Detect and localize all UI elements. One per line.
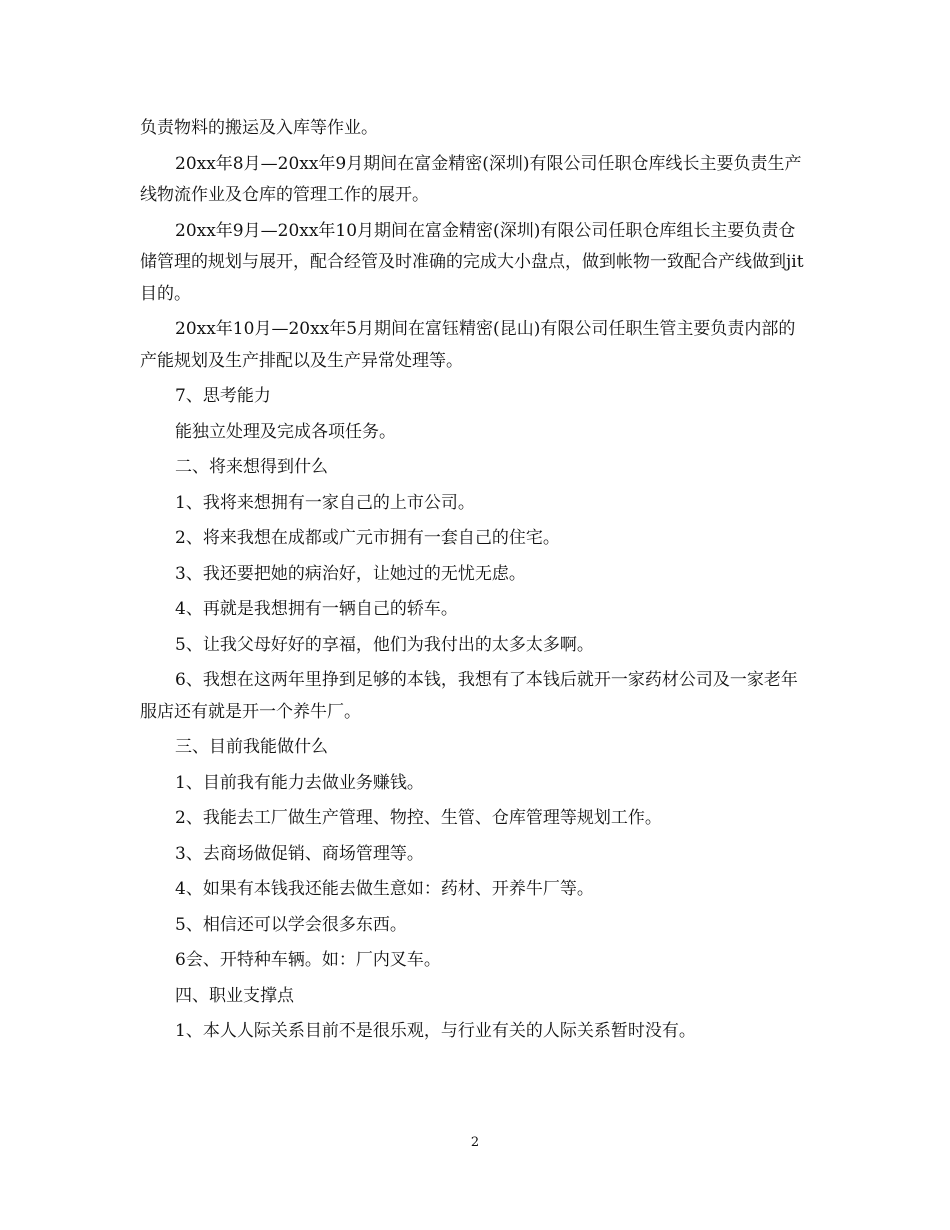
page-number: 2 [470, 1135, 480, 1150]
list-item: 5、相信还可以学会很多东西。 [175, 914, 407, 935]
list-item: 1、我将来想拥有一家自己的上市公司。 [175, 492, 475, 513]
list-item: 1、目前我有能力去做业务赚钱。 [175, 772, 424, 793]
section-heading: 二、将来想得到什么 [175, 457, 328, 477]
list-item: 6会、开特种车辆。如：厂内叉车。 [175, 950, 441, 970]
list-item: 4、如果有本钱我还能去做生意如：药材、开养牛厂等。 [175, 879, 594, 899]
list-item: 2、我能去工厂做生产管理、物控、生管、仓库管理等规划工作。 [175, 808, 662, 828]
list-item: 3、我还要把她的病治好，让她过的无忧无虑。 [175, 563, 526, 584]
paragraph: 20xx年8月—20xx年9月期间在富金精密(深圳)有限公司任职仓库线长主要负责生产线物流作业及仓库的管理工作的展开。 [140, 153, 802, 205]
paragraph: 20xx年9月—20xx年10月期间在富金精密(深圳)有限公司任职仓库组长主要负责仓储管理的规划与展开，配合经管及时准确的完成大小盘点，做到帐物一致配合产线做到jit目的。 [140, 220, 804, 304]
document-body [140, 113, 812, 1052]
paragraph: 能独立处理及完成各项任务。 [175, 421, 396, 442]
list-item: 1、本人人际关系目前不是很乐观，与行业有关的人际关系暂时没有。 [175, 1021, 696, 1041]
paragraph: 负责物料的搬运及入库等作业。 [140, 118, 378, 138]
section-heading: 四、职业支撑点 [175, 985, 294, 1006]
section-item: 7、思考能力 [175, 386, 271, 406]
paragraph: 20xx年10月—20xx年5月期间在富钰精密(昆山)有限公司任职生管主要负责内部的产能规划及生产排配以及生产异常处理等。 [140, 319, 796, 371]
list-item: 6、我想在这两年里挣到足够的本钱，我想有了本钱后就开一家药材公司及一家老年服店还有就是开一个养牛厂。 [140, 670, 798, 722]
list-item: 4、再就是我想拥有一辆自己的轿车。 [175, 599, 458, 619]
list-item: 3、去商场做促销、商场管理等。 [175, 843, 424, 864]
section-heading: 三、目前我能做什么 [175, 737, 328, 757]
list-item: 2、将来我想在成都或广元市拥有一套自己的住宅。 [175, 528, 560, 548]
list-item: 5、让我父母好好的享福，他们为我付出的太多太多啊。 [175, 634, 594, 655]
